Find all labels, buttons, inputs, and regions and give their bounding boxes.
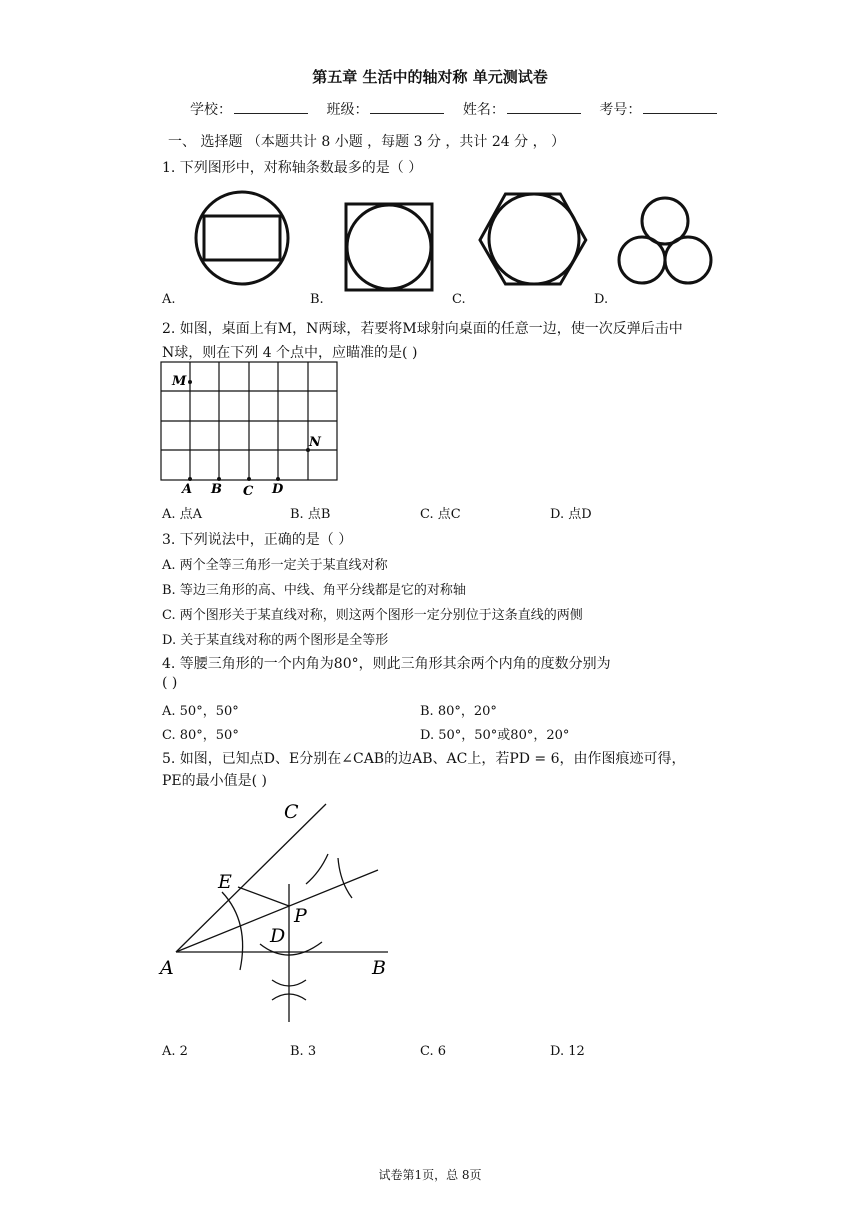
fig-label-d: D [270,925,286,947]
name-blank [507,99,581,114]
q4-option-c: C. 80°，50° [162,728,239,743]
grid-label-d: D [272,482,284,497]
fig-label-p: P [294,905,307,927]
q2-option-b: B. 点B [290,507,331,522]
q1-option-a: A. [162,292,176,307]
class-label: 班级： [326,102,369,118]
q3-option-d: D. 关于某直线对称的两个图形是全等形 [162,633,389,648]
q3-option-a: A. 两个全等三角形一定关于某直线对称 [162,558,388,573]
q4-stem-line1: 4. 等腰三角形的一个内角为80°，则此三角形其余两个内角的度数分别为 [162,656,611,672]
q4-option-b: B. 80°，20° [420,704,497,719]
q4-option-a: A. 50°，50° [162,704,239,719]
fig-label-b: B [372,957,386,979]
q1-figure-b [340,198,440,298]
page-footer: 试卷第1页，总 8页 [378,1168,482,1182]
fig-label-c: C [284,801,299,823]
q4-stem-line2: ( ) [162,675,178,691]
fig-label-e: E [218,871,232,893]
q5-stem-line2: PE的最小值是( ) [162,773,268,789]
q1-option-b: B. [310,292,324,307]
q5-stem-line1: 5. 如图，已知点D、E分别在∠CAB的边AB、AC上，若PD = 6，由作图痕迹可得， [162,751,686,767]
q3-option-c: C. 两个图形关于某直线对称，则这两个图形一定分别位于这条直线的两侧 [162,608,583,623]
q5-option-d: D. 12 [550,1044,585,1059]
exam-number-blank [643,99,717,114]
q5-option-c: C. 6 [420,1044,447,1059]
q1-stem: 1. 下列图形中，对称轴条数最多的是（ ） [162,160,423,176]
student-info-line [190,99,731,119]
q1-figure-d [615,193,715,293]
grid-label-n: N [309,435,321,450]
q1-option-c: C. [452,292,466,307]
q1-figure-c [480,188,590,288]
q1-option-d: D. [594,292,609,307]
class-blank [370,99,444,114]
grid-label-m: M [172,374,187,389]
q5-construction-figure [160,792,400,1032]
q3-option-b: B. 等边三角形的高、中线、角平分线都是它的对称轴 [162,583,466,598]
q2-option-a: A. 点A [162,507,203,522]
q1-figure-a [190,190,300,290]
q2-stem-line2: N球，则在下列 4 个点中，应瞄准的是( ) [162,345,418,361]
exam-number-label: 考号： [599,102,642,118]
q4-option-d: D. 50°，50°或80°，20° [420,728,570,743]
name-label: 姓名： [462,102,505,118]
q2-option-c: C. 点C [420,507,461,522]
school-blank [234,99,308,114]
q2-stem-line1: 2. 如图，桌面上有M，N两球，若要将M球射向桌面的任意一边，使一次反弹后击中 [162,321,683,337]
q3-stem: 3. 下列说法中，正确的是（ ） [162,532,353,548]
q5-option-b: B. 3 [290,1044,317,1059]
grid-label-a: A [182,482,193,497]
q2-option-d: D. 点D [550,507,592,522]
section-heading: 一、 选择题 （本题共计 8 小题 ，每题 3 分 ，共计 24 分 ， ） [168,134,566,150]
school-label: 学校： [190,102,232,118]
fig-label-a: A [160,957,174,979]
q5-option-a: A. 2 [162,1044,188,1059]
grid-label-c: C [243,484,254,499]
grid-label-b: B [211,482,222,497]
page-title: 第五章 生活中的轴对称 单元测试卷 [312,68,548,86]
q2-grid-figure [160,360,340,500]
